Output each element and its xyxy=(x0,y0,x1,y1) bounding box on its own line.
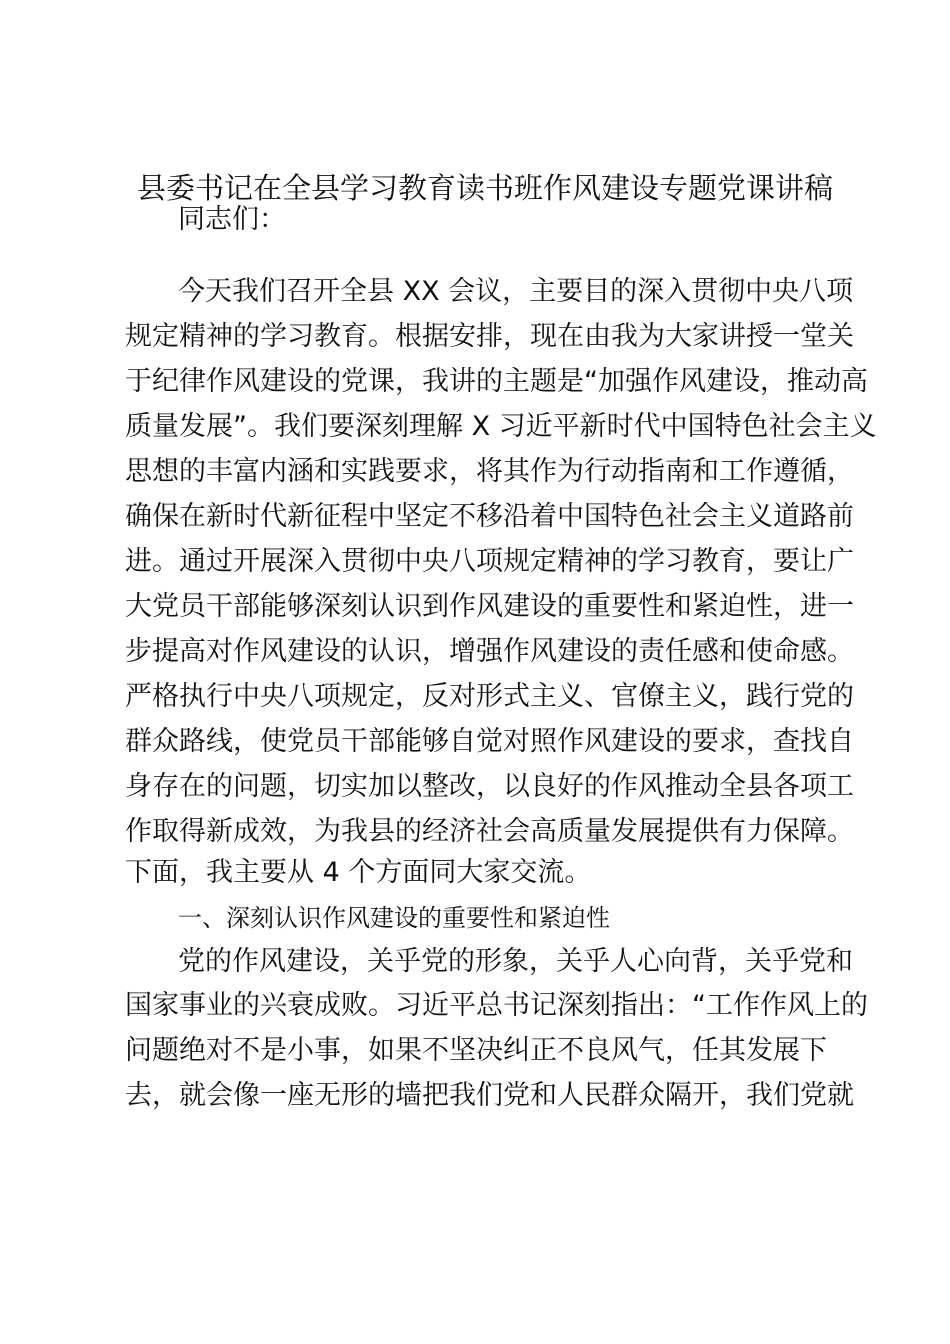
paragraph-line: 去，就会像一座无形的墙把我们党和人民群众隔开，我们党就 xyxy=(125,1080,854,1111)
paragraph-line: 进。通过开展深入贯彻中央八项规定精神的学习教育，要让广 xyxy=(125,546,854,577)
paragraph-line: 规定精神的学习教育。根据安排，现在由我为大家讲授一堂关 xyxy=(125,321,854,352)
document-title: 县委书记在全县学习教育读书班作风建设专题党课讲稿 xyxy=(137,171,834,205)
paragraph-line: 群众路线，使党员干部能够自觉对照作风建设的要求，查找自 xyxy=(125,726,854,757)
paragraph-line: 下面，我主要从 4 个方面同大家交流。 xyxy=(125,857,592,888)
paragraph-line: 于纪律作风建设的党课，我讲的主题是“加强作风建设，推动高 xyxy=(125,366,868,397)
paragraph-line: 思想的丰富内涵和实践要求，将其作为行动指南和工作遵循， xyxy=(125,456,854,487)
paragraph-line: 步提高对作风建设的认识，增强作风建设的责任感和使命感。 xyxy=(125,636,854,667)
paragraph-line: 党的作风建设，关乎党的形象，关乎人心向背，关乎党和 xyxy=(178,946,853,977)
paragraph-line: 作取得新成效，为我县的经济社会高质量发展提供有力保障。 xyxy=(125,816,854,847)
paragraph-line: 问题绝对不是小事，如果不坚决纠正不良风气，任其发展下 xyxy=(125,1035,827,1066)
salutation: 同志们： xyxy=(178,204,286,235)
section-heading: 一、深刻认识作风建设的重要性和紧迫性 xyxy=(178,904,610,932)
paragraph-line: 国家事业的兴衰成败。习近平总书记深刻指出：“工作作风上的 xyxy=(125,990,868,1021)
paragraph-line: 大党员干部能够深刻认识到作风建设的重要性和紧迫性，进一 xyxy=(125,591,854,622)
paragraph-line: 严格执行中央八项规定，反对形式主义、官僚主义，践行党的 xyxy=(125,681,854,712)
paragraph-line: 今天我们召开全县 XX 会议，主要目的深入贯彻中央八项 xyxy=(178,276,854,307)
paragraph-line: 质量发展”。我们要深刻理解 X 习近平新时代中国特色社会主义 xyxy=(125,411,877,442)
paragraph-line: 身存在的问题，切实加以整改，以良好的作风推动全县各项工 xyxy=(125,771,854,802)
paragraph-line: 确保在新时代新征程中坚定不移沿着中国特色社会主义道路前 xyxy=(125,501,854,532)
